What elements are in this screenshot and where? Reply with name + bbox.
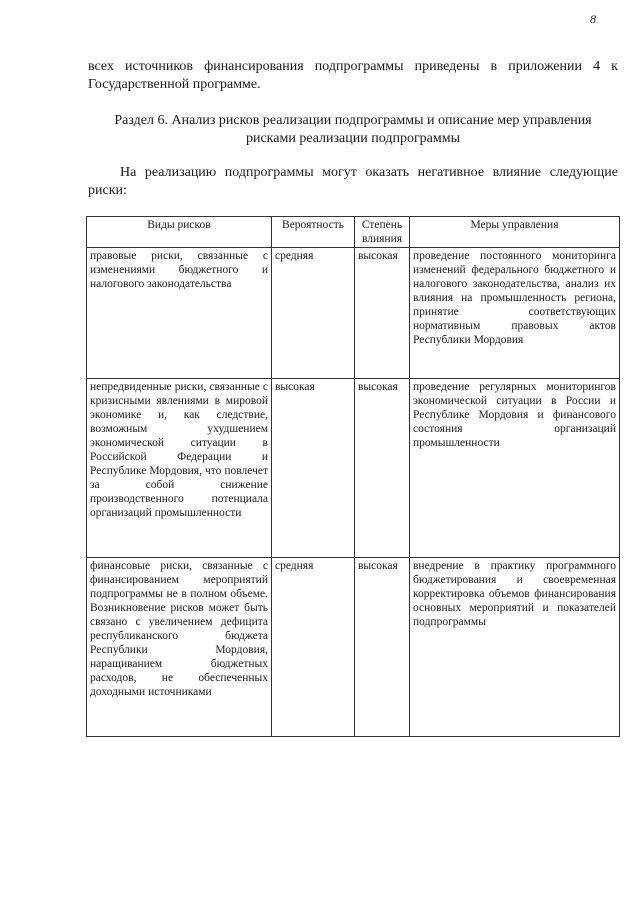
header-impact: Степень влияния — [355, 217, 410, 248]
risk-table — [86, 216, 620, 737]
cell-risk-type: финансовые риски, связанные с финансированием мероприятий подпрограммы не в полном объеме. Возникновение рисков может быть связано с увеличением дефицита республиканского бюджета Республики Мордовия, наращиванием бюджетных расходов, не обеспеченных доходными источниками — [87, 558, 272, 737]
table-row — [87, 558, 620, 737]
cell-measures: проведение постоянного мониторинга изменений федерального бюджетного и налогового законодательства, анализ их влияния на промышленность региона, принятие соответствующих нормативным правовых актов Республики Мордовия — [410, 248, 620, 379]
cell-impact: высокая — [355, 248, 410, 379]
risks-intro-paragraph: На реализацию подпрограммы могут оказать негативное влияние следующие риски: — [88, 165, 618, 198]
cell-impact: высокая — [355, 558, 410, 737]
intro-paragraph: всех источников финансирования подпрограммы приведены в приложении 4 к Государственной программе. — [88, 59, 618, 92]
table-row — [87, 379, 620, 558]
header-measures: Меры управления — [410, 217, 620, 248]
cell-probability: средняя — [272, 248, 355, 379]
cell-risk-type: непредвиденные риски, связанные с кризисными явлениями в мировой экономике и, как следствие, возможным ухудшением экономической ситуации в Российской Федерации и Республике Мордовия, что повлечет за собой снижение производственного потенциала организаций промышленности — [87, 379, 272, 558]
table-header-row — [87, 217, 620, 248]
cell-measures: проведение регулярных мониторингов экономической ситуации в России и Республике Мордовия и финансового состояния организаций промышленности — [410, 379, 620, 558]
cell-measures: внедрение в практику программного бюджетирования и своевременная корректировка объемов финансирования основных мероприятий и показателей подпрограммы — [410, 558, 620, 737]
cell-probability: средняя — [272, 558, 355, 737]
cell-impact: высокая — [355, 379, 410, 558]
cell-risk-type: правовые риски, связанные с изменениями бюджетного и налогового законодательства — [87, 248, 272, 379]
page-number: 8 — [590, 12, 596, 26]
cell-probability: высокая — [272, 379, 355, 558]
table-row — [87, 248, 620, 379]
header-risk-type: Виды рисков — [87, 217, 272, 248]
header-probability: Вероятность — [272, 217, 355, 248]
section-title: Раздел 6. Анализ рисков реализации подпрограммы и описание мер управления рисками реализации подпрограммы — [114, 113, 592, 146]
